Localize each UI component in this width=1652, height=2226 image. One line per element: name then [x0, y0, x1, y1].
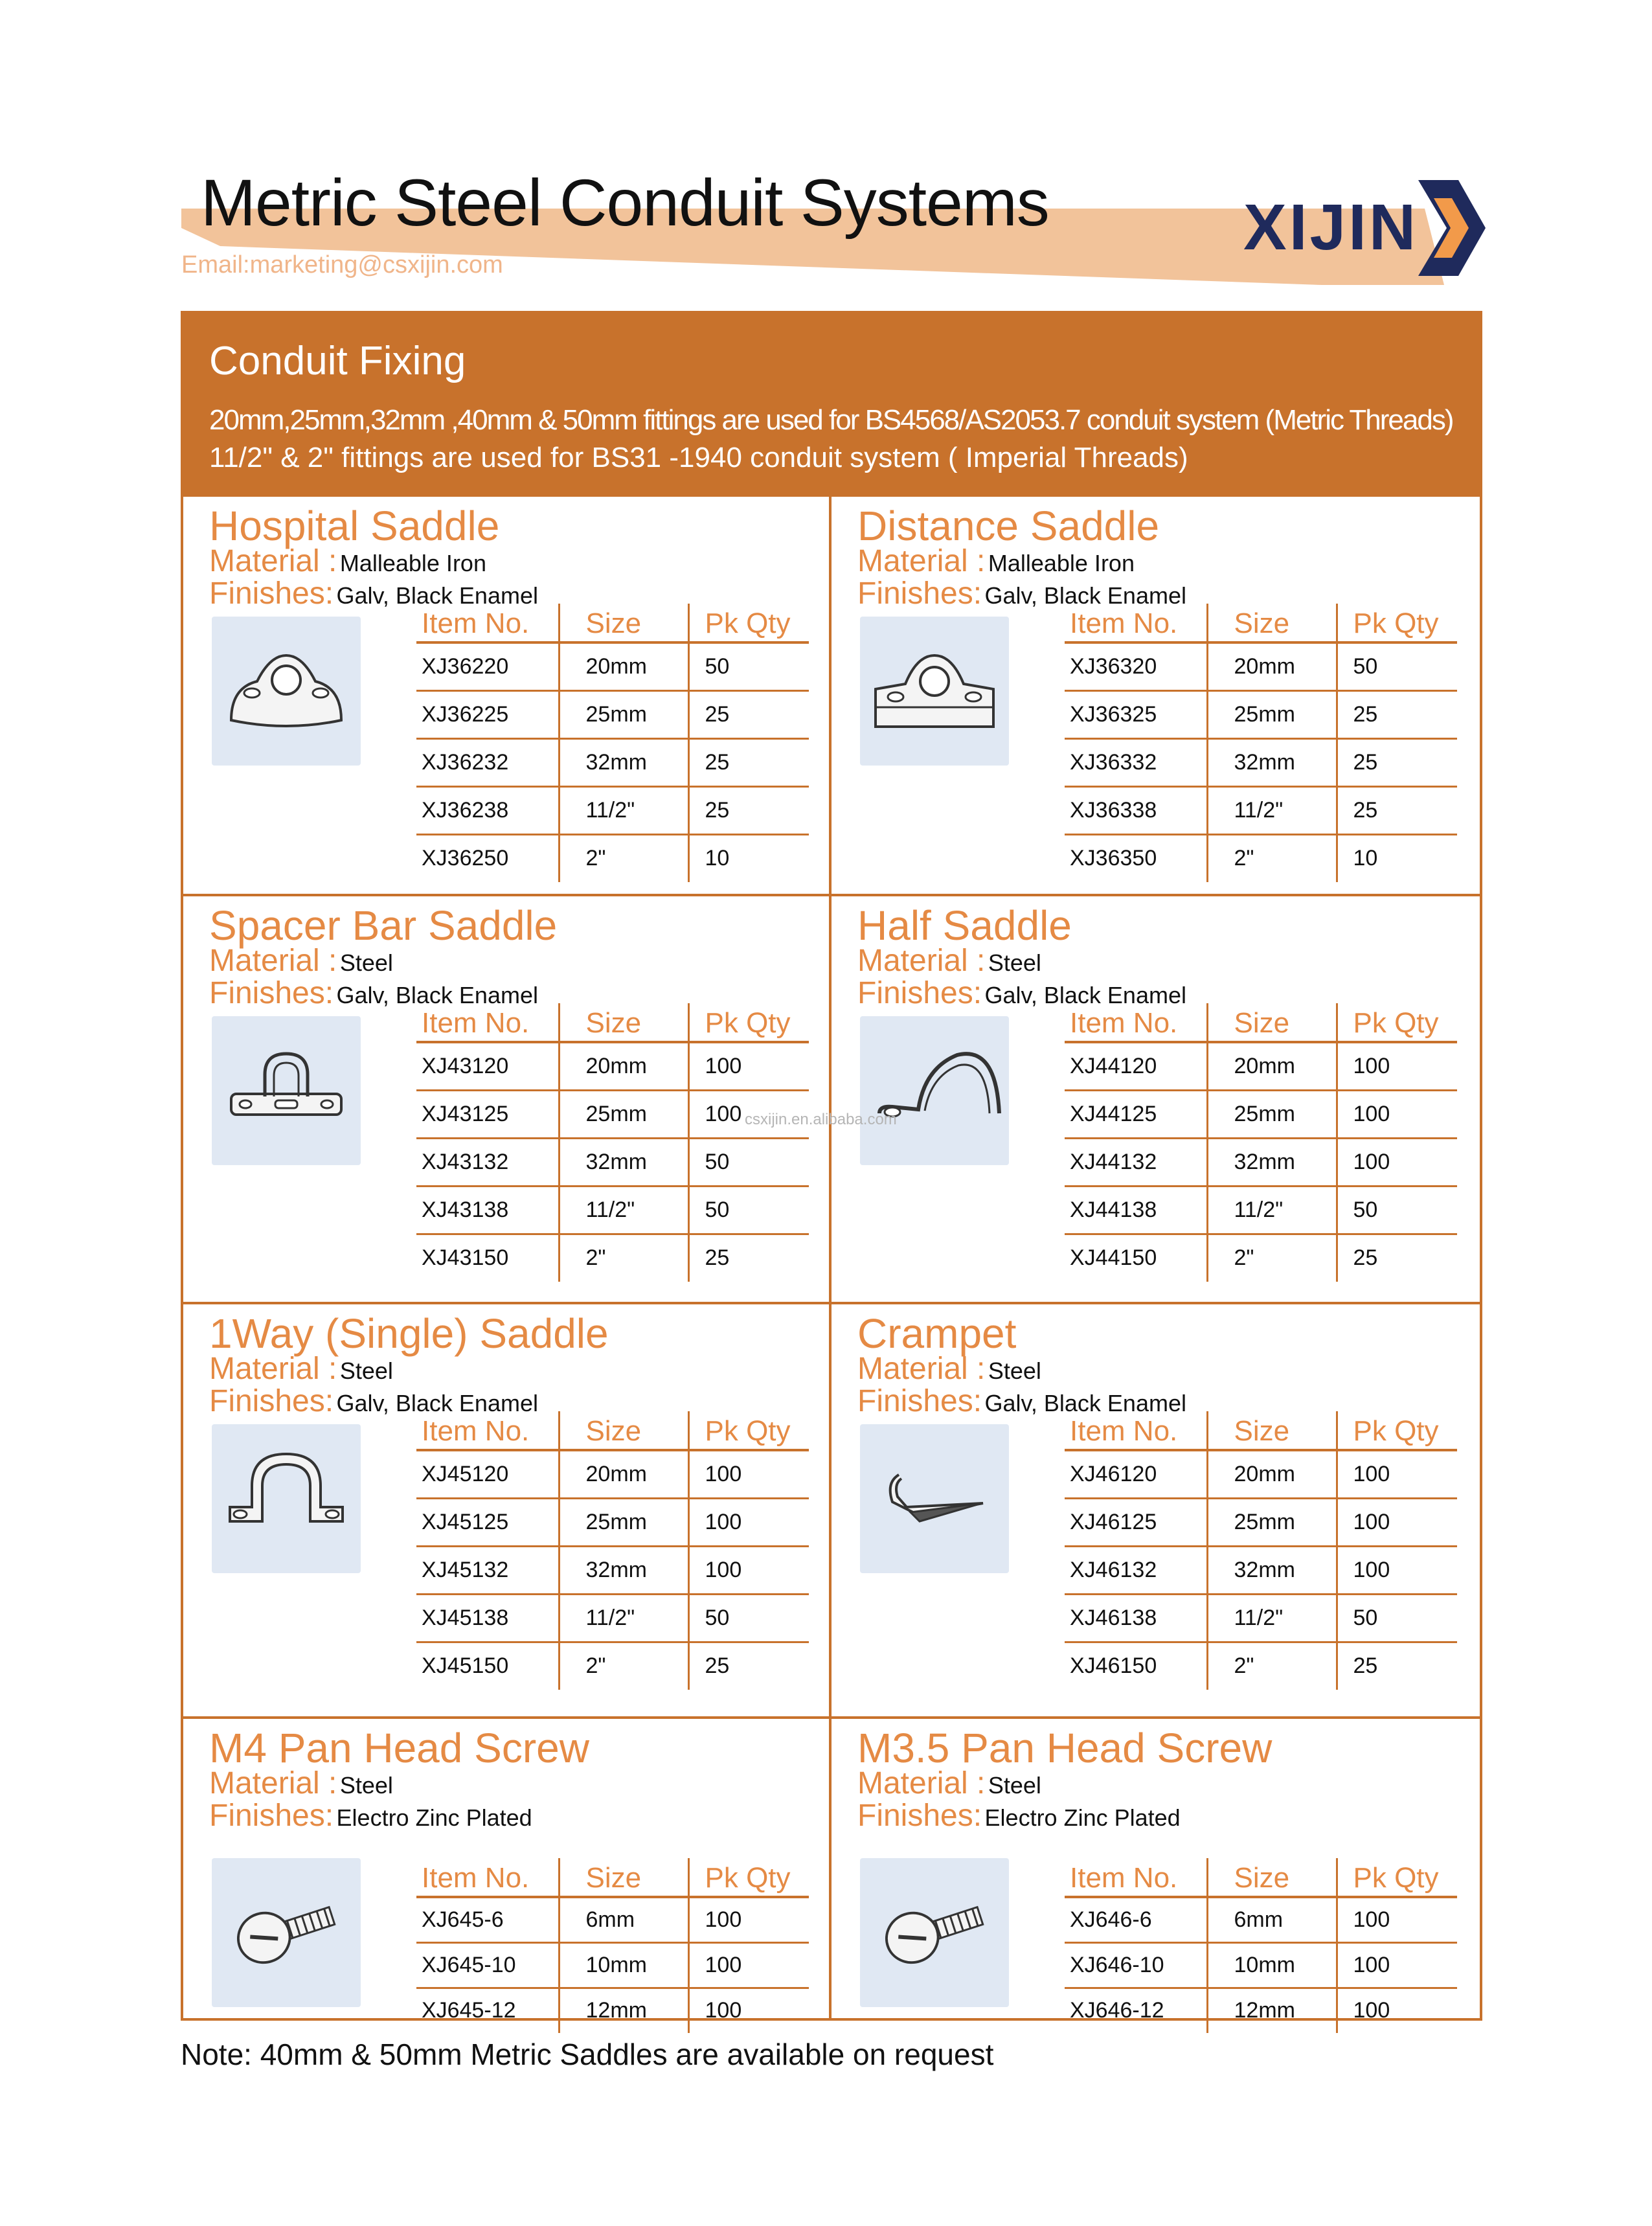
finishes-label: Finishes:	[857, 1799, 982, 1833]
col-size: Size	[559, 604, 688, 642]
item-no-cell: XJ36220	[416, 642, 559, 690]
size-cell: 12mm	[559, 1988, 688, 2033]
product-card	[183, 896, 832, 1304]
item-no-cell: XJ645-10	[416, 1942, 559, 1988]
item-no-cell: XJ43125	[416, 1090, 559, 1138]
finishes-label: Finishes:	[209, 1799, 334, 1833]
material-line	[857, 943, 1041, 979]
contact-email: Email:marketing@csxijin.com	[181, 251, 503, 278]
pan-head-screw-icon	[860, 1858, 1009, 2007]
col-pk-qty: Pk Qty	[688, 1003, 809, 1042]
finishes-label: Finishes:	[209, 576, 334, 611]
size-cell: 2"	[559, 1642, 688, 1690]
material-label: Material :	[209, 544, 337, 578]
size-cell: 6mm	[559, 1897, 688, 1942]
item-no-cell: XJ646-6	[1065, 1897, 1207, 1942]
finishes-value: Galv, Black Enamel	[984, 982, 1186, 1008]
size-cell: 11/2"	[1207, 786, 1337, 834]
size-cell: 2"	[1207, 1642, 1337, 1690]
item-no-cell: XJ44132	[1065, 1138, 1207, 1186]
material-label: Material :	[857, 1352, 986, 1386]
pk-qty-cell: 100	[1337, 1897, 1457, 1942]
table-row	[1065, 1450, 1457, 1498]
table-row	[1065, 1988, 1457, 2033]
item-no-cell: XJ43132	[416, 1138, 559, 1186]
pk-qty-cell: 25	[688, 1234, 809, 1282]
size-cell: 2"	[559, 1234, 688, 1282]
size-cell: 2"	[1207, 1234, 1337, 1282]
size-cell: 32mm	[559, 1546, 688, 1594]
pk-qty-cell: 100	[1337, 1042, 1457, 1090]
table-row	[1065, 738, 1457, 786]
item-no-cell: XJ44125	[1065, 1090, 1207, 1138]
table-row	[416, 1897, 809, 1942]
pk-qty-cell: 100	[1337, 1450, 1457, 1498]
page-title: Metric Steel Conduit Systems	[201, 166, 1049, 240]
product-card	[183, 1304, 832, 1719]
size-cell: 25mm	[559, 1498, 688, 1546]
product-table	[416, 1003, 809, 1282]
material-label: Material :	[209, 944, 337, 978]
table-row	[1065, 1498, 1457, 1546]
product-image	[860, 1424, 1009, 1573]
metric-threads-note: 20mm,25mm,32mm ,40mm & 50mm fittings are used for BS4568/AS2053.7 conduit system (Metric Threads)	[209, 404, 1453, 436]
brand-logo	[1243, 176, 1489, 280]
material-label: Material :	[857, 944, 986, 978]
product-card	[832, 1719, 1480, 2023]
table-row	[416, 1594, 809, 1642]
logo-wordmark: XIJIN	[1243, 191, 1419, 264]
size-cell: 25mm	[559, 690, 688, 738]
crampet-icon	[860, 1424, 1009, 1573]
item-no-cell: XJ36332	[1065, 738, 1207, 786]
pk-qty-cell: 100	[688, 1450, 809, 1498]
product-image	[860, 617, 1009, 766]
section-title: Conduit Fixing	[209, 339, 466, 383]
pk-qty-cell: 25	[688, 1642, 809, 1690]
pk-qty-cell: 50	[1337, 1594, 1457, 1642]
table-row	[416, 1942, 809, 1988]
pk-qty-cell: 50	[688, 642, 809, 690]
product-table	[416, 1858, 809, 2033]
table-row	[1065, 1642, 1457, 1690]
material-line	[209, 943, 393, 979]
finishes-value: Galv, Black Enamel	[984, 1390, 1186, 1416]
table-row	[416, 1186, 809, 1234]
item-no-cell: XJ46132	[1065, 1546, 1207, 1594]
pk-qty-cell: 100	[688, 1897, 809, 1942]
material-value: Steel	[988, 949, 1041, 976]
pk-qty-cell: 50	[1337, 642, 1457, 690]
col-size: Size	[1207, 1003, 1337, 1042]
pk-qty-cell: 25	[1337, 690, 1457, 738]
product-card	[183, 1719, 832, 2023]
finishes-label: Finishes:	[209, 976, 334, 1010]
item-no-cell: XJ36338	[1065, 786, 1207, 834]
product-name: M3.5 Pan Head Screw	[857, 1725, 1273, 1771]
material-label: Material :	[857, 1766, 986, 1800]
col-size: Size	[559, 1411, 688, 1450]
material-value: Steel	[339, 1772, 393, 1799]
product-table	[416, 604, 809, 882]
item-no-cell: XJ45138	[416, 1594, 559, 1642]
material-line	[857, 1766, 1041, 1801]
table-row	[1065, 1186, 1457, 1234]
material-value: Steel	[339, 1357, 393, 1384]
size-cell: 11/2"	[559, 786, 688, 834]
item-no-cell: XJ646-12	[1070, 1998, 1164, 2023]
pk-qty-cell: 100	[1337, 1090, 1457, 1138]
col-item-no: Item No.	[1065, 1003, 1207, 1042]
pk-qty-cell: 25	[688, 690, 809, 738]
table-row	[1065, 690, 1457, 738]
table-row	[1065, 642, 1457, 690]
product-card	[832, 497, 1480, 896]
item-no-cell: XJ645-12	[422, 1998, 516, 2023]
pk-qty-cell: 100	[688, 1090, 809, 1138]
material-value: Steel	[988, 1357, 1041, 1384]
single-saddle-icon	[212, 1424, 361, 1573]
size-cell: 11/2"	[1207, 1594, 1337, 1642]
pk-qty-cell: 50	[1337, 1186, 1457, 1234]
table-row	[416, 1988, 809, 2033]
size-cell: 32mm	[1207, 1546, 1337, 1594]
half-saddle-icon	[860, 1016, 1009, 1165]
item-no-cell: XJ36350	[1070, 846, 1157, 871]
item-no-cell: XJ645-6	[416, 1897, 559, 1942]
table-row	[416, 1642, 809, 1690]
table-row	[416, 1042, 809, 1090]
item-no-cell: XJ44150	[1070, 1245, 1157, 1271]
size-cell: 32mm	[1207, 1138, 1337, 1186]
material-value: Steel	[988, 1772, 1041, 1799]
table-row	[416, 738, 809, 786]
product-name: Spacer Bar Saddle	[209, 902, 558, 949]
material-value: Malleable Iron	[339, 550, 486, 576]
pk-qty-cell: 100	[688, 1988, 809, 2033]
table-row	[1065, 1546, 1457, 1594]
table-row	[416, 1546, 809, 1594]
size-cell: 20mm	[559, 1042, 688, 1090]
size-cell: 6mm	[1207, 1897, 1337, 1942]
table-row	[416, 1498, 809, 1546]
table-row	[1065, 1234, 1457, 1282]
size-cell: 32mm	[559, 1138, 688, 1186]
item-no-cell: XJ46138	[1065, 1594, 1207, 1642]
product-image	[860, 1858, 1009, 2007]
col-pk-qty: Pk Qty	[1337, 1003, 1457, 1042]
col-item-no: Item No.	[1065, 1411, 1207, 1450]
table-row	[416, 1450, 809, 1498]
product-image	[212, 1424, 361, 1573]
pk-qty-cell: 25	[688, 786, 809, 834]
material-line	[209, 543, 486, 579]
finishes-label: Finishes:	[857, 976, 982, 1010]
size-cell: 25mm	[1207, 1498, 1337, 1546]
col-item-no: Item No.	[416, 604, 559, 642]
table-row	[416, 786, 809, 834]
hospital-saddle-icon	[212, 617, 361, 766]
finishes-label: Finishes:	[857, 1384, 982, 1418]
size-cell: 2"	[1207, 834, 1337, 882]
pk-qty-cell: 100	[688, 1498, 809, 1546]
imperial-threads-note: 11/2" & 2" fittings are used for BS31 -1940 conduit system ( Imperial Threads)	[209, 442, 1188, 473]
product-name: Hospital Saddle	[209, 503, 500, 549]
material-line	[857, 543, 1135, 579]
size-cell: 12mm	[1207, 1988, 1337, 2033]
size-cell: 20mm	[1207, 1450, 1337, 1498]
product-table	[1065, 1003, 1457, 1282]
col-pk-qty: Pk Qty	[688, 1411, 809, 1450]
material-label: Material :	[209, 1352, 337, 1386]
conduit-fixing-panel	[181, 311, 1482, 2021]
product-table	[416, 1411, 809, 1690]
item-no-cell: XJ46150	[1070, 1653, 1157, 1679]
size-cell: 11/2"	[559, 1186, 688, 1234]
pk-qty-cell: 100	[1337, 1942, 1457, 1988]
size-cell: 10mm	[1207, 1942, 1337, 1988]
finishes-line	[209, 1798, 532, 1834]
product-card	[832, 896, 1480, 1304]
size-cell: 25mm	[1207, 1090, 1337, 1138]
material-value: Steel	[339, 949, 393, 976]
size-cell: 2"	[559, 834, 688, 882]
pk-qty-cell: 100	[688, 1042, 809, 1090]
size-cell: 20mm	[1207, 642, 1337, 690]
col-pk-qty: Pk Qty	[688, 604, 809, 642]
pk-qty-cell: 100	[1337, 1546, 1457, 1594]
finishes-label: Finishes:	[209, 1384, 334, 1418]
material-line	[209, 1766, 393, 1801]
item-no-cell: XJ646-10	[1065, 1942, 1207, 1988]
table-row	[1065, 1090, 1457, 1138]
col-pk-qty: Pk Qty	[1337, 1858, 1457, 1897]
logo-chevron-icon	[1413, 176, 1491, 280]
item-no-cell: XJ45125	[416, 1498, 559, 1546]
item-no-cell: XJ36225	[416, 690, 559, 738]
product-card	[832, 1304, 1480, 1719]
material-label: Material :	[857, 544, 986, 578]
col-size: Size	[559, 1858, 688, 1897]
product-table	[1065, 604, 1457, 882]
pk-qty-cell: 100	[1337, 1988, 1457, 2033]
table-row	[416, 690, 809, 738]
pk-qty-cell: 25	[1337, 786, 1457, 834]
product-name: Distance Saddle	[857, 503, 1160, 549]
finishes-value: Galv, Black Enamel	[336, 1390, 538, 1416]
page-header	[0, 0, 1652, 304]
pk-qty-cell: 25	[1337, 738, 1457, 786]
item-no-cell: XJ43138	[416, 1186, 559, 1234]
size-cell: 20mm	[559, 642, 688, 690]
col-item-no: Item No.	[1065, 1858, 1207, 1897]
finishes-label: Finishes:	[857, 576, 982, 611]
table-row	[1065, 786, 1457, 834]
col-pk-qty: Pk Qty	[1337, 1411, 1457, 1450]
pk-qty-cell: 25	[1337, 1642, 1457, 1690]
pk-qty-cell: 100	[1337, 1498, 1457, 1546]
size-cell: 20mm	[1207, 1042, 1337, 1090]
size-cell: 11/2"	[1207, 1186, 1337, 1234]
material-value: Malleable Iron	[988, 550, 1135, 576]
table-row	[1065, 834, 1457, 882]
pk-qty-cell: 100	[688, 1546, 809, 1594]
table-row	[1065, 1138, 1457, 1186]
size-cell: 10mm	[559, 1942, 688, 1988]
pk-qty-cell: 25	[1337, 1234, 1457, 1282]
col-pk-qty: Pk Qty	[1337, 604, 1457, 642]
size-cell: 25mm	[1207, 690, 1337, 738]
finishes-value: Galv, Black Enamel	[336, 582, 538, 609]
footer-note: Note: 40mm & 50mm Metric Saddles are available on request	[181, 2038, 994, 2071]
product-name: Crampet	[857, 1310, 1017, 1357]
table-row	[1065, 1897, 1457, 1942]
table-row	[416, 1234, 809, 1282]
table-row	[1065, 1942, 1457, 1988]
spacer-bar-saddle-icon	[212, 1016, 361, 1165]
col-item-no: Item No.	[416, 1003, 559, 1042]
material-line	[209, 1351, 393, 1387]
section-banner	[183, 313, 1480, 497]
finishes-value: Galv, Black Enamel	[336, 982, 538, 1008]
pk-qty-cell: 10	[1337, 834, 1457, 882]
pk-qty-cell: 50	[688, 1186, 809, 1234]
size-cell: 11/2"	[559, 1594, 688, 1642]
finishes-value: Galv, Black Enamel	[984, 582, 1186, 609]
table-row	[416, 834, 809, 882]
item-no-cell: XJ36238	[416, 786, 559, 834]
product-image	[860, 1016, 1009, 1165]
pk-qty-cell: 100	[1337, 1138, 1457, 1186]
item-no-cell: XJ46120	[1065, 1450, 1207, 1498]
product-card	[183, 497, 832, 896]
product-table	[1065, 1858, 1457, 2033]
table-row	[416, 642, 809, 690]
watermark: csxijin.en.alibaba.com	[745, 1111, 897, 1128]
col-size: Size	[559, 1003, 688, 1042]
col-item-no: Item No.	[416, 1858, 559, 1897]
col-item-no: Item No.	[416, 1411, 559, 1450]
item-no-cell: XJ45150	[422, 1653, 509, 1679]
item-no-cell: XJ43150	[422, 1245, 509, 1271]
product-name: M4 Pan Head Screw	[209, 1725, 589, 1771]
size-cell: 32mm	[559, 738, 688, 786]
size-cell: 25mm	[559, 1090, 688, 1138]
pk-qty-cell: 25	[688, 738, 809, 786]
item-no-cell: XJ45132	[416, 1546, 559, 1594]
product-table	[1065, 1411, 1457, 1690]
size-cell: 20mm	[559, 1450, 688, 1498]
size-cell: 32mm	[1207, 738, 1337, 786]
col-pk-qty: Pk Qty	[688, 1858, 809, 1897]
material-label: Material :	[209, 1766, 337, 1800]
item-no-cell: XJ36250	[422, 846, 509, 871]
table-row	[416, 1138, 809, 1186]
item-no-cell: XJ44138	[1065, 1186, 1207, 1234]
product-image	[212, 617, 361, 766]
item-no-cell: XJ45120	[416, 1450, 559, 1498]
table-row	[1065, 1042, 1457, 1090]
item-no-cell: XJ36320	[1065, 642, 1207, 690]
pk-qty-cell: 50	[688, 1594, 809, 1642]
material-line	[857, 1351, 1041, 1387]
finishes-value: Electro Zinc Plated	[984, 1804, 1181, 1831]
col-item-no: Item No.	[1065, 604, 1207, 642]
item-no-cell: XJ46125	[1065, 1498, 1207, 1546]
product-name: 1Way (Single) Saddle	[209, 1310, 609, 1357]
col-size: Size	[1207, 1411, 1337, 1450]
item-no-cell: XJ43120	[416, 1042, 559, 1090]
item-no-cell: XJ36232	[416, 738, 559, 786]
item-no-cell: XJ36325	[1065, 690, 1207, 738]
table-row	[1065, 1594, 1457, 1642]
pk-qty-cell: 50	[688, 1138, 809, 1186]
product-image	[212, 1016, 361, 1165]
pk-qty-cell: 10	[688, 834, 809, 882]
pan-head-screw-icon	[212, 1858, 361, 2007]
pk-qty-cell: 100	[688, 1942, 809, 1988]
product-name: Half Saddle	[857, 902, 1072, 949]
item-no-cell: XJ44120	[1065, 1042, 1207, 1090]
finishes-value: Electro Zinc Plated	[336, 1804, 532, 1831]
distance-saddle-icon	[860, 617, 1009, 766]
product-image	[212, 1858, 361, 2007]
col-size: Size	[1207, 1858, 1337, 1897]
col-size: Size	[1207, 604, 1337, 642]
finishes-line	[857, 1798, 1181, 1834]
